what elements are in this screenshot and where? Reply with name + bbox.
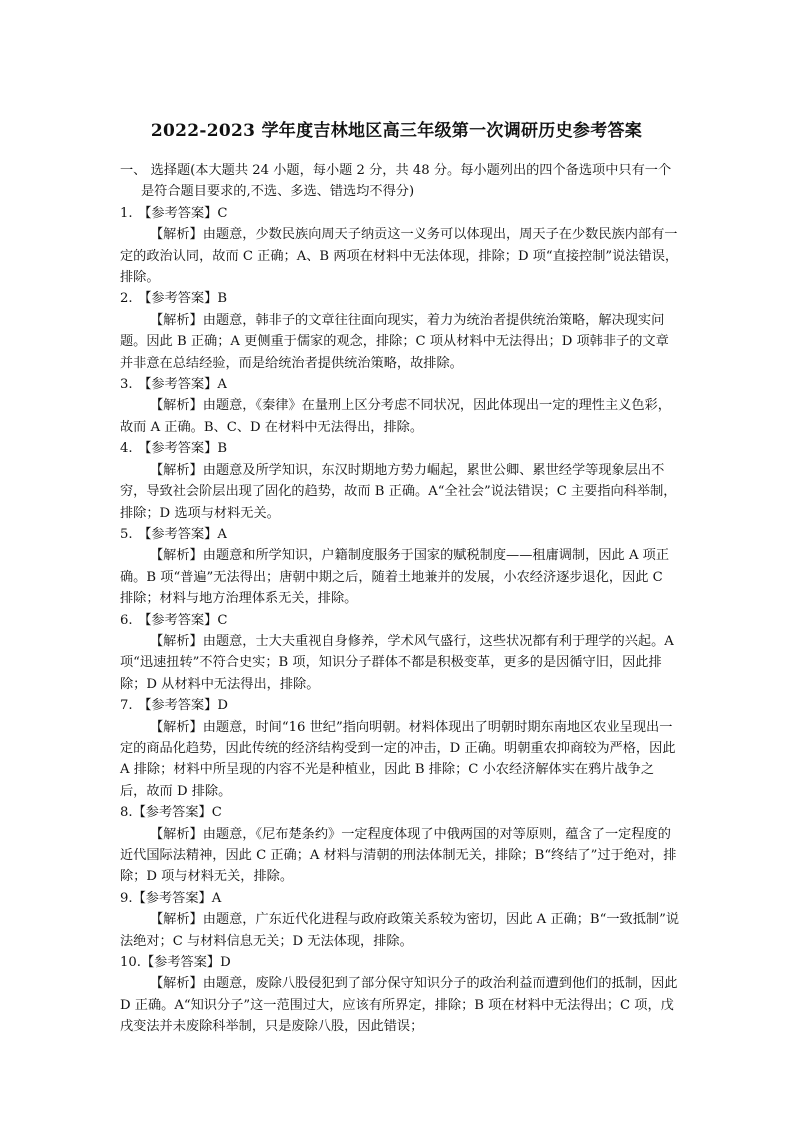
- page-title: 2022-2023 学年度吉林地区高三年级第一次调研历史参考答案: [150, 121, 643, 141]
- question-number: 3.: [120, 377, 133, 393]
- question-number: 6.: [120, 612, 133, 628]
- analysis-paragraph: 【解析】由题意，韩非子的文章往往面向现实，着力为统治者提供统治策略，解决现实问题。因此 B 正确；A 更侧重于儒家的观念，排除；C 项从材料中无法得出；D 项韩非子的文章并非意在总结经验，而是给统治者提供统治策略，故排除。: [120, 312, 669, 371]
- question-number: 10.: [120, 955, 141, 971]
- answer-line: [120, 438, 680, 459]
- question-number: 8.: [120, 805, 133, 821]
- analysis-paragraph: 【解析】由题意，时间“16 世纪”指向明朝。材料体现出了明朝时期东南地区农业呈现出一定的商品化趋势，因此传统的经济结构受到一定的冲击，D 正确。明朝重农抑商较为严格，因此 A 排除；材料中所呈现的内容不光是种植业，因此 B 排除；C 小农经济解体实在鸦片战争之后，故而 D 排除。: [120, 719, 676, 799]
- answer-line: [120, 802, 680, 823]
- reference-answer: 【参考答案】A: [134, 526, 227, 542]
- answer-list: [120, 203, 680, 1038]
- question-number: 4.: [120, 441, 133, 457]
- answer-line: [120, 610, 680, 631]
- answer-line: [120, 888, 680, 909]
- question-number: 7.: [120, 698, 133, 714]
- analysis-paragraph: 【解析】由题意，士大夫重视自身修养，学术风气盛行，这些状况都有利于理学的兴起。A 项“迅速扭转”不符合史实；B 项，知识分子群体不都是积极变革，更多的是因循守旧，因此排除；D 从材料中无法得出，排除。: [120, 633, 674, 692]
- section-heading: 一、 选择题(本大题共 24 小题，每小题 2 分，共 48 分。每小题列出的四个备选项中只有一个是符合题目要求的,不选、多选、错选均不得分): [120, 163, 672, 200]
- question-number: 5.: [120, 526, 133, 542]
- reference-answer: 【参考答案】B: [134, 441, 228, 457]
- answer-content: [120, 160, 680, 1038]
- analysis-paragraph: 【解析】由题意，《尼布楚条约》一定程度体现了中俄两国的对等原则，蕴含了一定程度的近代国际法精神，因此 C 正确；A 材料与清朝的刑法体制无关，排除；B“终结了”过于绝对，排除；D 项与材料无关，排除。: [120, 826, 677, 885]
- question-number: 1.: [120, 205, 133, 221]
- reference-answer: 【参考答案】A: [132, 890, 222, 906]
- question-number: 2.: [120, 291, 133, 307]
- analysis-paragraph: 【解析】由题意，废除八股侵犯到了部分保守知识分子的政治利益而遭到他们的抵制，因此 D 正确。A“知识分子”这一范围过大，应该有所界定，排除；B 项在材料中无法得出；C 项，戊戌变法并未废除科举制，只是废除八股，因此错误；: [120, 976, 678, 1035]
- answer-line: [120, 695, 680, 716]
- answer-line: [120, 374, 680, 395]
- question-number: 9.: [120, 890, 133, 906]
- analysis-paragraph: 【解析】由题意和所学知识，户籍制度服务于国家的赋税制度——租庸调制，因此 A 项正确。B 项“普遍”无法得出；唐朝中期之后，随着土地兼并的发展，小农经济逐步退化，因此 C 排除；材料与地方治理体系无关，排除。: [120, 548, 670, 607]
- reference-answer: 【参考答案】C: [134, 205, 228, 221]
- analysis-paragraph: 【解析】由题意，《秦律》在量刑上区分考虑不同状况，因此体现出一定的理性主义色彩，故而 A 正确。B、C、D 在材料中无法得出，排除。: [120, 398, 671, 435]
- answer-line: [120, 288, 680, 309]
- answer-line: [120, 203, 680, 224]
- reference-answer: 【参考答案】D: [140, 955, 231, 971]
- reference-answer: 【参考答案】D: [134, 698, 228, 714]
- answer-line: [120, 952, 680, 973]
- analysis-paragraph: 【解析】由题意，广东近代化进程与政府政策关系较为密切，因此 A 正确；B“一致抵制”说法绝对；C 与材料信息无关；D 无法体现，排除。: [120, 912, 680, 949]
- reference-answer: 【参考答案】C: [132, 805, 222, 821]
- reference-answer: 【参考答案】C: [134, 612, 228, 628]
- answer-line: [120, 524, 680, 545]
- analysis-paragraph: 【解析】由题意，少数民族向周天子纳贡这一义务可以体现出，周天子在少数民族内部有一定的政治认同，故而 C 正确；A、B 两项在材料中无法体现，排除；D 项“直接控制”说法错误，排除。: [120, 227, 679, 286]
- analysis-paragraph: 【解析】由题意及所学知识，东汉时期地方势力崛起，累世公卿、累世经学等现象层出不穷，导致社会阶层出现了固化的趋势，故而 B 正确。A“全社会”说法错误；C 主要指向科举制，排除；D 选项与材料无关。: [120, 462, 677, 521]
- reference-answer: 【参考答案】A: [134, 377, 227, 393]
- reference-answer: 【参考答案】B: [134, 291, 228, 307]
